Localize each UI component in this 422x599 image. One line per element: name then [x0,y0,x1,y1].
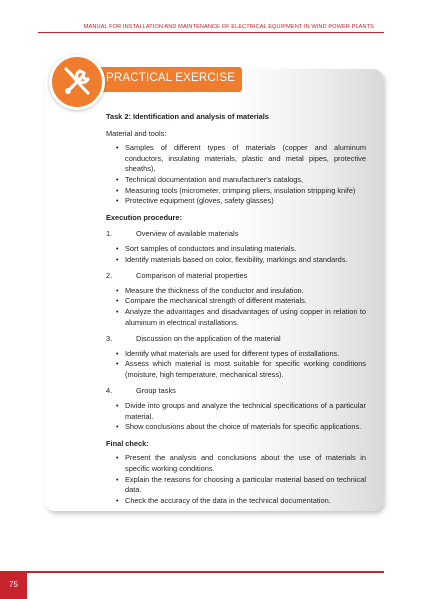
step-number: 3. [106,334,113,344]
list-item: • Check the accuracy of the data in the technical documentation. [106,496,366,507]
step-number: 2. [106,271,113,281]
list-item: • Measure the thickness of the conductor and insulation. [106,286,366,297]
wrench-screwdriver-icon [49,54,105,110]
list-item: • Compare the mechanical strength of different materials. [106,296,366,307]
list-item: • Sort samples of conductors and insulating materials. [106,244,366,255]
materials-list [106,143,366,207]
exercise-content [106,112,366,506]
list-item: • Show conclusions about the choice of materials for specific applications. [106,422,366,433]
list-item: • Present the analysis and conclusions about the use of materials in specific working conditions. [106,453,366,474]
list-item: • Explain the reasons for choosing a particular material based on technical data. [106,475,366,496]
list-item: • Identify materials based on color, flexibility, markings and standards. [106,255,366,266]
step-title: Discussion on the application of the material [136,334,281,344]
list-item: • Measuring tools (micrometer, crimping pliers, insulation stripping knife) [106,186,366,197]
exercise-banner-title: PRACTICAL EXERCISE [106,72,236,84]
step-list [106,401,366,433]
final-check-title: Final check: [106,438,149,448]
list-item: • Identify what materials are used for different types of installations. [106,349,366,360]
step-list [106,244,366,265]
task-title: Task 2: Identification and analysis of materials [106,112,269,121]
step-title: Group tasks [136,386,176,396]
list-item: • Technical documentation and manufacturer's catalogs, [106,175,366,186]
running-header: MANUAL FOR INSTALLATION AND MAINTENANCE OF ELECTRICAL EQUIPMENT IN WIND POWER PLANTS [83,24,374,30]
header-divider [38,32,384,33]
step-title: Overview of available materials [136,229,239,239]
list-item: • Analyze the advantages and disadvantages of using copper in relation to aluminum in electrical installations. [106,307,366,328]
list-item: • Samples of different types of materials (copper and aluminum conductors, insulating materials, plastic and metal pipes, protective sheaths), [106,143,366,175]
step-list [106,349,366,381]
page-number: 75 [9,580,18,589]
step-heading [106,386,366,397]
list-item: • Divide into groups and analyze the technical specifications of a particular material. [106,401,366,422]
step-number: 1. [106,229,113,239]
step-heading [106,229,366,240]
step-heading [106,271,366,282]
step-heading [106,334,366,345]
step-number: 4. [106,386,113,396]
execution-title: Execution procedure: [106,212,182,222]
materials-intro: Material and tools: [106,128,167,138]
final-check-list [106,453,366,506]
footer-divider [0,571,384,573]
step-title: Comparison of material properties [136,271,248,281]
list-item: • Assess which material is most suitable for specific working conditions (moisture, high temperature, mechanical stress). [106,359,366,380]
step-list [106,286,366,328]
list-item: • Protective equipment (gloves, safety glasses) [106,196,366,207]
